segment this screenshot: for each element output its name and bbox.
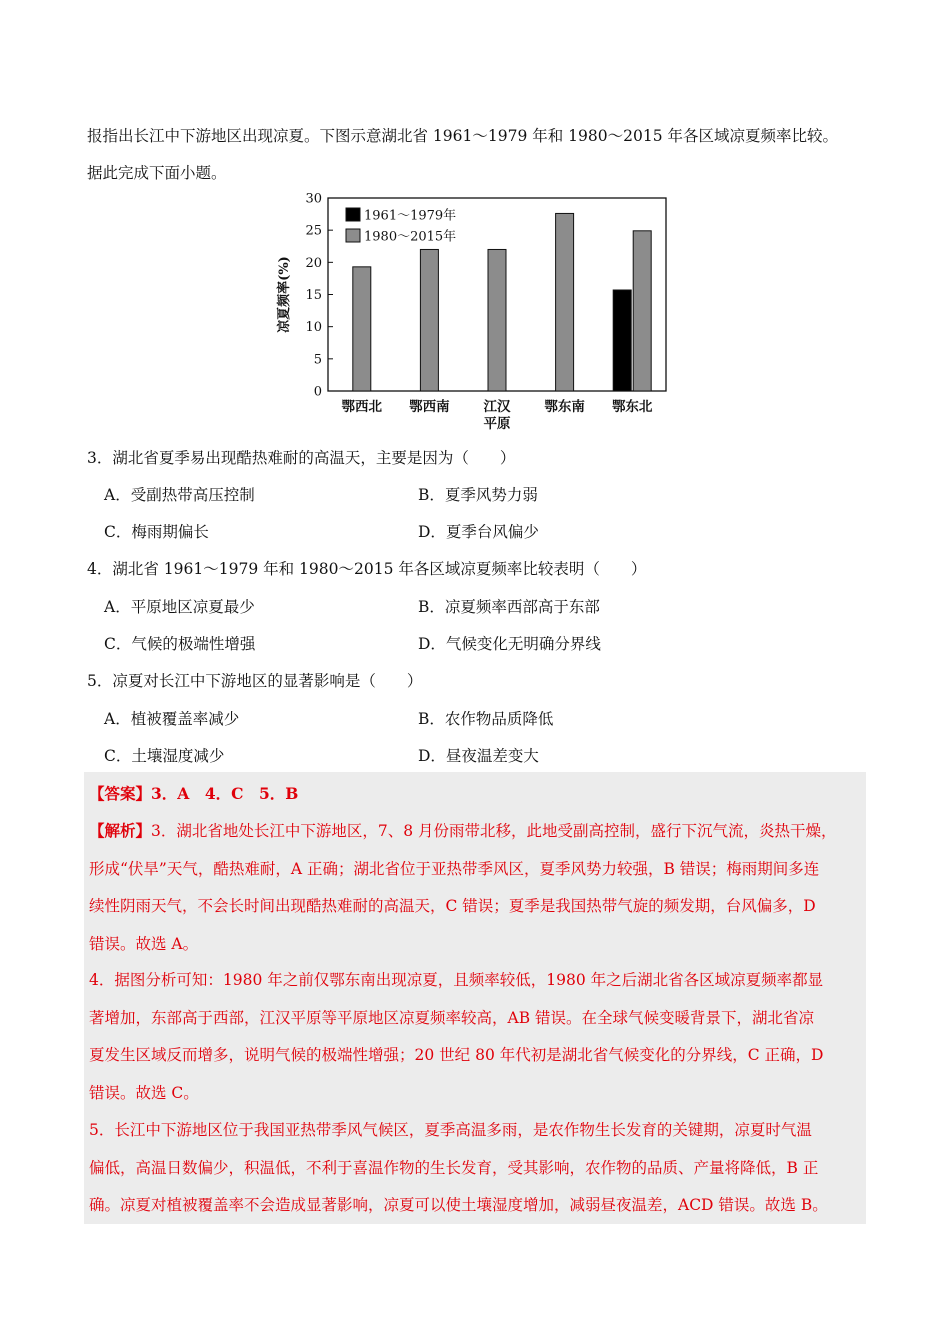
- question-4-stem: 4．湖北省 1961～1979 年和 1980～2015 年各区域凉夏频率比较表明（ ）: [87, 560, 647, 578]
- q3-option-d: D．夏季台风偏少: [418, 523, 539, 541]
- intro-line-2: 据此完成下面小题。: [87, 164, 227, 182]
- category-label-0-0: 鄂西北: [341, 399, 383, 415]
- category-label-2-0: 江汉: [483, 399, 511, 415]
- analysis-q5-line-2: 偏低，高温日数偏少，积温低，不利于喜温作物的生长发育，受其影响，农作物的品质、产量将降低，B 正: [89, 1158, 819, 1177]
- q4-option-b: B．凉夏频率西部高于东部: [418, 598, 600, 616]
- analysis-label: 【解析】: [89, 821, 152, 840]
- analysis-q4-line-3: 夏发生区域反而增多，说明气候的极端性增强；20 世纪 80 年代初是湖北省气候变化的分界线，C 正确，D: [89, 1046, 824, 1065]
- analysis-q3-line-3: 续性阴雨天气，不会长时间出现酷热难耐的高温天，C 错误；夏季是我国热带气旋的频发期，台风偏多，D: [89, 897, 816, 916]
- q5-option-b: B．农作物品质降低: [418, 710, 554, 728]
- legend-swatch-0: [346, 208, 360, 221]
- y-axis-label: 凉夏频率(%): [277, 256, 292, 333]
- bar-1980-2015-1: [420, 249, 438, 391]
- analysis-q3-line-1: 3．湖北省地处长江中下游地区，7、8 月份雨带北移，此地受副高控制，盛行下沉气流，炎热干燥，: [151, 822, 837, 840]
- y-tick-label-1: 5: [313, 352, 322, 368]
- q5-option-c: C．土壤湿度减少: [104, 747, 225, 765]
- intro-text: [87, 118, 877, 192]
- bar-1980-2015-4: [633, 231, 651, 391]
- answer-line: [89, 775, 865, 814]
- intro-line-1: 报指出长江中下游地区出现凉夏。下图示意湖北省 1961～1979 年和 1980～2015 年各区域凉夏频率比较。: [87, 127, 838, 145]
- analysis-q4-line-1: 4．据图分析可知：1980 年之前仅鄂东南出现凉夏，且频率较低，1980 年之后湖北省各区域凉夏频率都显: [89, 971, 824, 989]
- category-label-3-0: 鄂东南: [544, 399, 585, 415]
- bar-1980-2015-0: [353, 267, 371, 391]
- answer-label: 【答案】: [89, 784, 152, 803]
- q4-option-c: C．气候的极端性增强: [104, 635, 256, 653]
- legend-label-0: 1961～1979年: [364, 208, 457, 224]
- analysis-q3: [89, 812, 865, 963]
- analysis-q4-line-2: 著增加，东部高于西部，江汉平原等平原地区凉夏频率较高，AB 错误。在全球气候变暖背景下，湖北省凉: [89, 1008, 815, 1027]
- y-tick-label-3: 15: [305, 288, 322, 303]
- question-3-stem: 3．湖北省夏季易出现酷热难耐的高温天，主要是因为（ ）: [87, 449, 516, 467]
- analysis-q5-line-3: 确。凉夏对植被覆盖率不会造成显著影响，凉夏可以使土壤湿度增加，减弱昼夜温差，ACD 错误。故选 B。: [89, 1196, 828, 1215]
- bar-1980-2015-3: [556, 213, 574, 391]
- bar-1961-1979-4: [613, 290, 631, 391]
- q5-option-a: A．植被覆盖率减少: [104, 710, 240, 728]
- q3-option-c: C．梅雨期偏长: [104, 523, 209, 541]
- category-label-2-1: 平原: [483, 416, 511, 432]
- analysis-q3-line-4: 错误。故选 A。: [89, 934, 199, 953]
- q3-option-a: A．受副热带高压控制: [104, 486, 255, 504]
- y-tick-label-2: 10: [305, 320, 322, 336]
- bar-chart: [268, 186, 688, 436]
- category-label-1-0: 鄂西南: [409, 399, 450, 415]
- analysis-q3-line-2: 形成“伏旱”天气，酷热难耐，A 正确；湖北省位于亚热带季风区，夏季风势力较强，B 错误；梅雨期间多连: [89, 859, 820, 878]
- q5-option-d: D．昼夜温差变大: [418, 747, 539, 765]
- y-tick-label-5: 25: [305, 223, 322, 239]
- analysis-q5-line-1: 5．长江中下游地区位于我国亚热带季风气候区，夏季高温多雨，是农作物生长发育的关键期，凉夏时气温: [89, 1121, 812, 1139]
- y-tick-label-0: 0: [313, 384, 322, 400]
- q4-option-d: D．气候变化无明确分界线: [418, 635, 601, 653]
- answer-text: 3．A 4．C 5．B: [151, 784, 299, 803]
- q4-option-a: A．平原地区凉夏最少: [104, 598, 255, 616]
- q3-option-b: B．夏季风势力弱: [418, 486, 538, 504]
- legend-label-1: 1980～2015年: [364, 229, 457, 245]
- analysis-q4-line-4: 错误。故选 C。: [89, 1083, 199, 1102]
- category-label-4-0: 鄂东北: [611, 399, 653, 415]
- y-tick-label-6: 30: [305, 191, 322, 207]
- legend-swatch-1: [346, 229, 360, 242]
- analysis-q4: [89, 962, 865, 1112]
- y-tick-label-4: 20: [305, 255, 322, 271]
- question-5-stem: 5．凉夏对长江中下游地区的显著影响是（ ）: [87, 672, 423, 690]
- bar-1980-2015-2: [488, 249, 506, 391]
- analysis-q5: [89, 1112, 865, 1225]
